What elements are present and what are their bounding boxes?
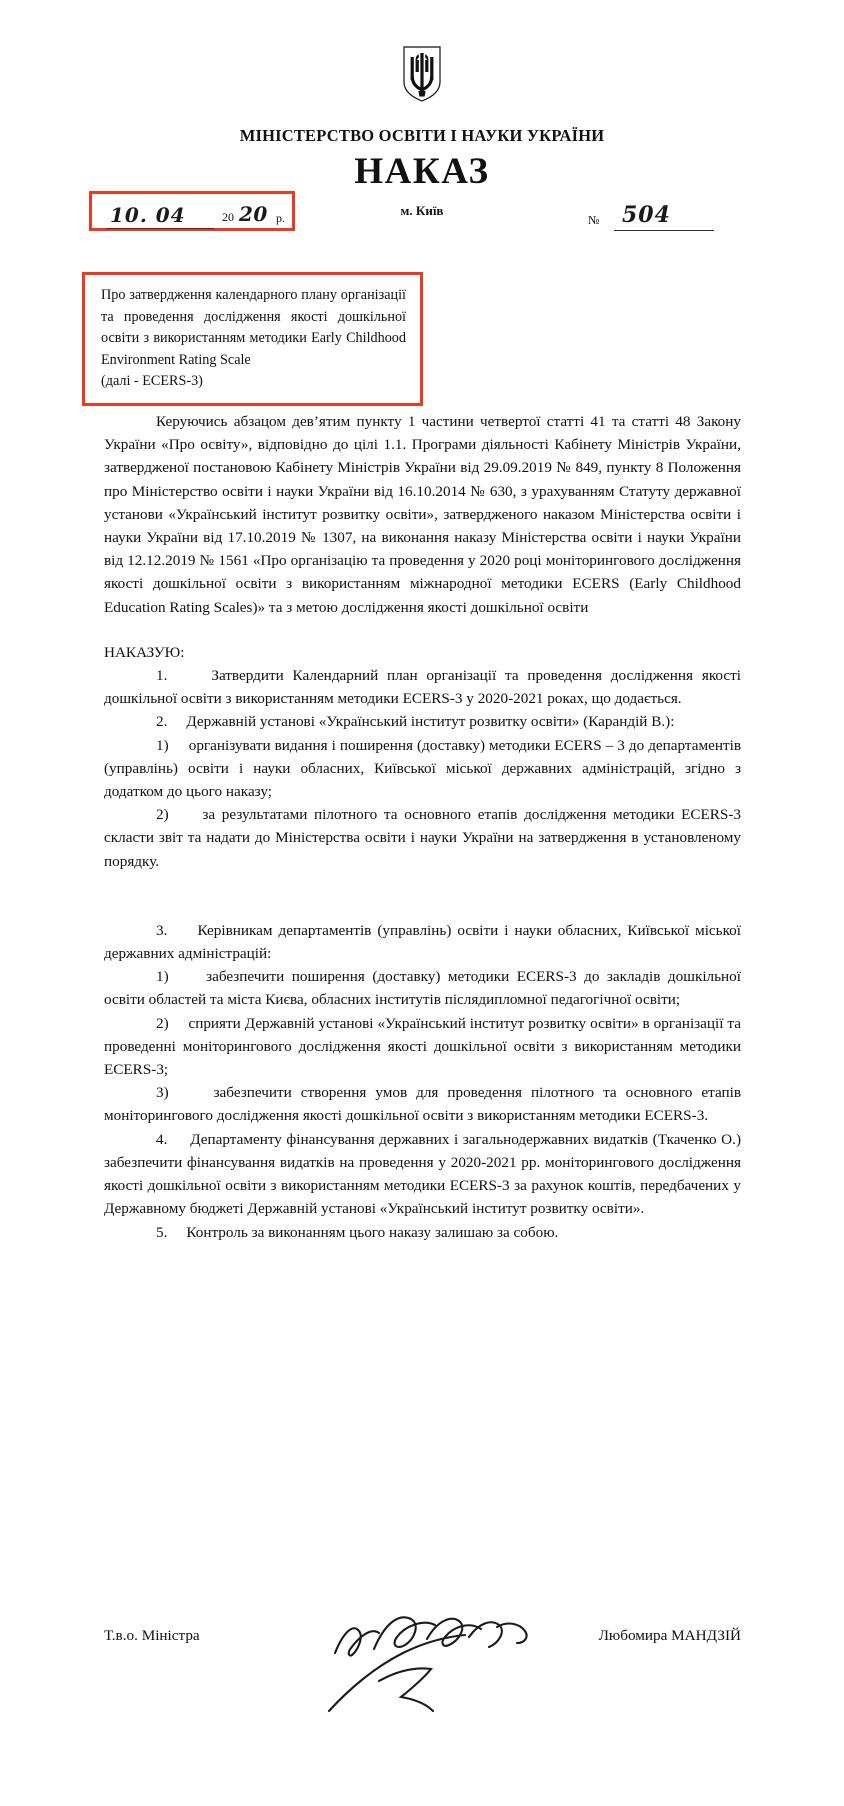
clause-3-3-text: забезпечити створення умов для проведення пілотного та основного етапів моніторингового дослідження якості дошкільної освіти з використанням методики ECERS-3. — [104, 1084, 742, 1125]
ministry-name: МІНІСТЕРСТВО ОСВІТИ І НАУКИ УКРАЇНИ — [239, 126, 605, 145]
clause-4-number: 4. — [156, 1130, 168, 1148]
clause-3-2-number: 2) — [156, 1014, 169, 1032]
clause-3-2-text: сприяти Державній установі «Український інститут розвитку освіти» в організації та проведенні моніторингового дослідження якості дошкільної освіти з використанням методики ECERS-3; — [104, 1014, 742, 1079]
clause-3 — [104, 919, 741, 965]
date-day-month: 10. 04 — [110, 203, 186, 227]
signature-block — [104, 1627, 741, 1747]
handwritten-signature-icon — [319, 1593, 549, 1723]
clause-2-1 — [104, 734, 741, 804]
clause-2-2 — [104, 803, 741, 873]
clause-3-3-number: 3) — [156, 1084, 169, 1102]
signatory-role: Т.в.о. Міністра — [104, 1627, 200, 1644]
clause-2-2-number: 2) — [156, 806, 169, 824]
subject-text-abbrev: (далі - ECERS-3) — [101, 373, 203, 389]
clause-3-3 — [104, 1081, 741, 1127]
clause-3-1-number: 1) — [156, 968, 169, 986]
clause-3-text: Керівникам департаментів (управлінь) освіти і науки обласних, Київської міської державних адміністрацій: — [104, 921, 741, 963]
date-year-suffix: р. — [276, 211, 285, 225]
city-label: м. Київ — [400, 203, 444, 218]
document-body — [104, 410, 741, 1244]
clause-2-1-text: організувати видання і поширення (доставку) методики ECERS – 3 до департаментів (управлінь) освіти і науки обласних, Київської міської державних адміністрацій, згідно з додатком до цього наказу; — [104, 736, 742, 801]
clause-2-number: 2. — [156, 713, 168, 731]
number-label: № — [588, 213, 600, 227]
document-title: НАКАЗ — [354, 151, 490, 192]
ukraine-trident-emblem-icon — [402, 46, 442, 102]
clause-3-number: 3. — [156, 921, 168, 939]
clause-3-1 — [104, 965, 741, 1011]
order-number-value: 504 — [622, 202, 671, 228]
clause-4 — [104, 1128, 741, 1221]
order-keyword: НАКАЗУЮ: — [104, 643, 185, 661]
order-number-container — [588, 202, 768, 239]
subject-text-main: Про затвердження календарного плану організації та проведення дослідження якості дошкільної освіти з використанням методики Early Childhood Environment Rating Scale — [101, 287, 406, 368]
clause-5-number: 5. — [156, 1223, 168, 1241]
clause-1 — [104, 664, 741, 710]
clause-1-number: 1. — [156, 667, 168, 685]
clause-4-text: Департаменту фінансування державних і загальнодержавних видатків (Ткаченко О.) забезпечити фінансування видатків на проведення у 2020-2021 рр. моніторингового дослідження якості дошкільної освіти з використанням методики ECERS-3 за рахунок коштів, передбачених у Державному бюджеті Державній установі «Український інститут розвитку освіти». — [104, 1130, 741, 1218]
date-century: 20 — [222, 210, 234, 224]
clause-2-text: Державній установі «Український інститут розвитку освіти» (Карандій В.): — [186, 713, 675, 731]
clause-3-2 — [104, 1012, 741, 1082]
emblem-container — [0, 46, 844, 107]
date-underline — [106, 228, 214, 229]
number-underline — [614, 230, 714, 231]
date-stamp-box — [89, 191, 295, 231]
date-year-short: 20 — [239, 202, 268, 226]
clause-2-2-text: за результатами пілотного та основного етапів дослідження методики ECERS-3 скласти звіт та надати до Міністерства освіти і науки України на затвердження в установленому порядку. — [104, 806, 741, 870]
clause-3-1-text: забезпечити поширення (доставку) методики ECERS-3 до закладів дошкільної освіти областей та міста Києва, обласних інститутів післядипломної педагогічної освіти; — [104, 968, 741, 1009]
clause-2-1-number: 1) — [156, 736, 169, 754]
signatory-name: Любомира МАНДЗІЙ — [598, 1627, 741, 1644]
clause-1-text: Затвердити Календарний план організації та проведення дослідження якості дошкільної освіти з використанням методики ECERS-3 у 2020-2021 роках, що додається. — [104, 667, 741, 708]
clause-5 — [104, 1221, 741, 1244]
subject-block — [82, 272, 423, 406]
clause-2 — [104, 710, 741, 733]
clause-5-text: Контроль за виконанням цього наказу залишаю за собою. — [186, 1223, 559, 1241]
preamble-paragraph: Керуючись абзацом дев’ятим пункту 1 частини четвертої статті 41 та статті 48 Закону України «Про освіту», відповідно до цілі 1.1. Програми діяльності Кабінету Міністрів України, затвердженої постановою Кабінету Міністрів України від 29.09.2019 № 849, пункту 8 Положення про Міністерство освіти і науки України від 16.10.2014 № 630, з урахуванням Статуту державної установи «Український інститут розвитку освіти», затвердженого наказом Міністерства освіти і науки України від 17.10.2019 № 1307, на виконання наказу Міністерства освіти і науки України від 12.12.2019 № 1561 «Про організацію та проведення у 2020 році моніторингового дослідження якості дошкільної освіти з використанням міжнародної методики ECERS (Early Childhood Education Rating Scales)» та з метою дослідження якості дошкільної освіти — [104, 413, 741, 616]
